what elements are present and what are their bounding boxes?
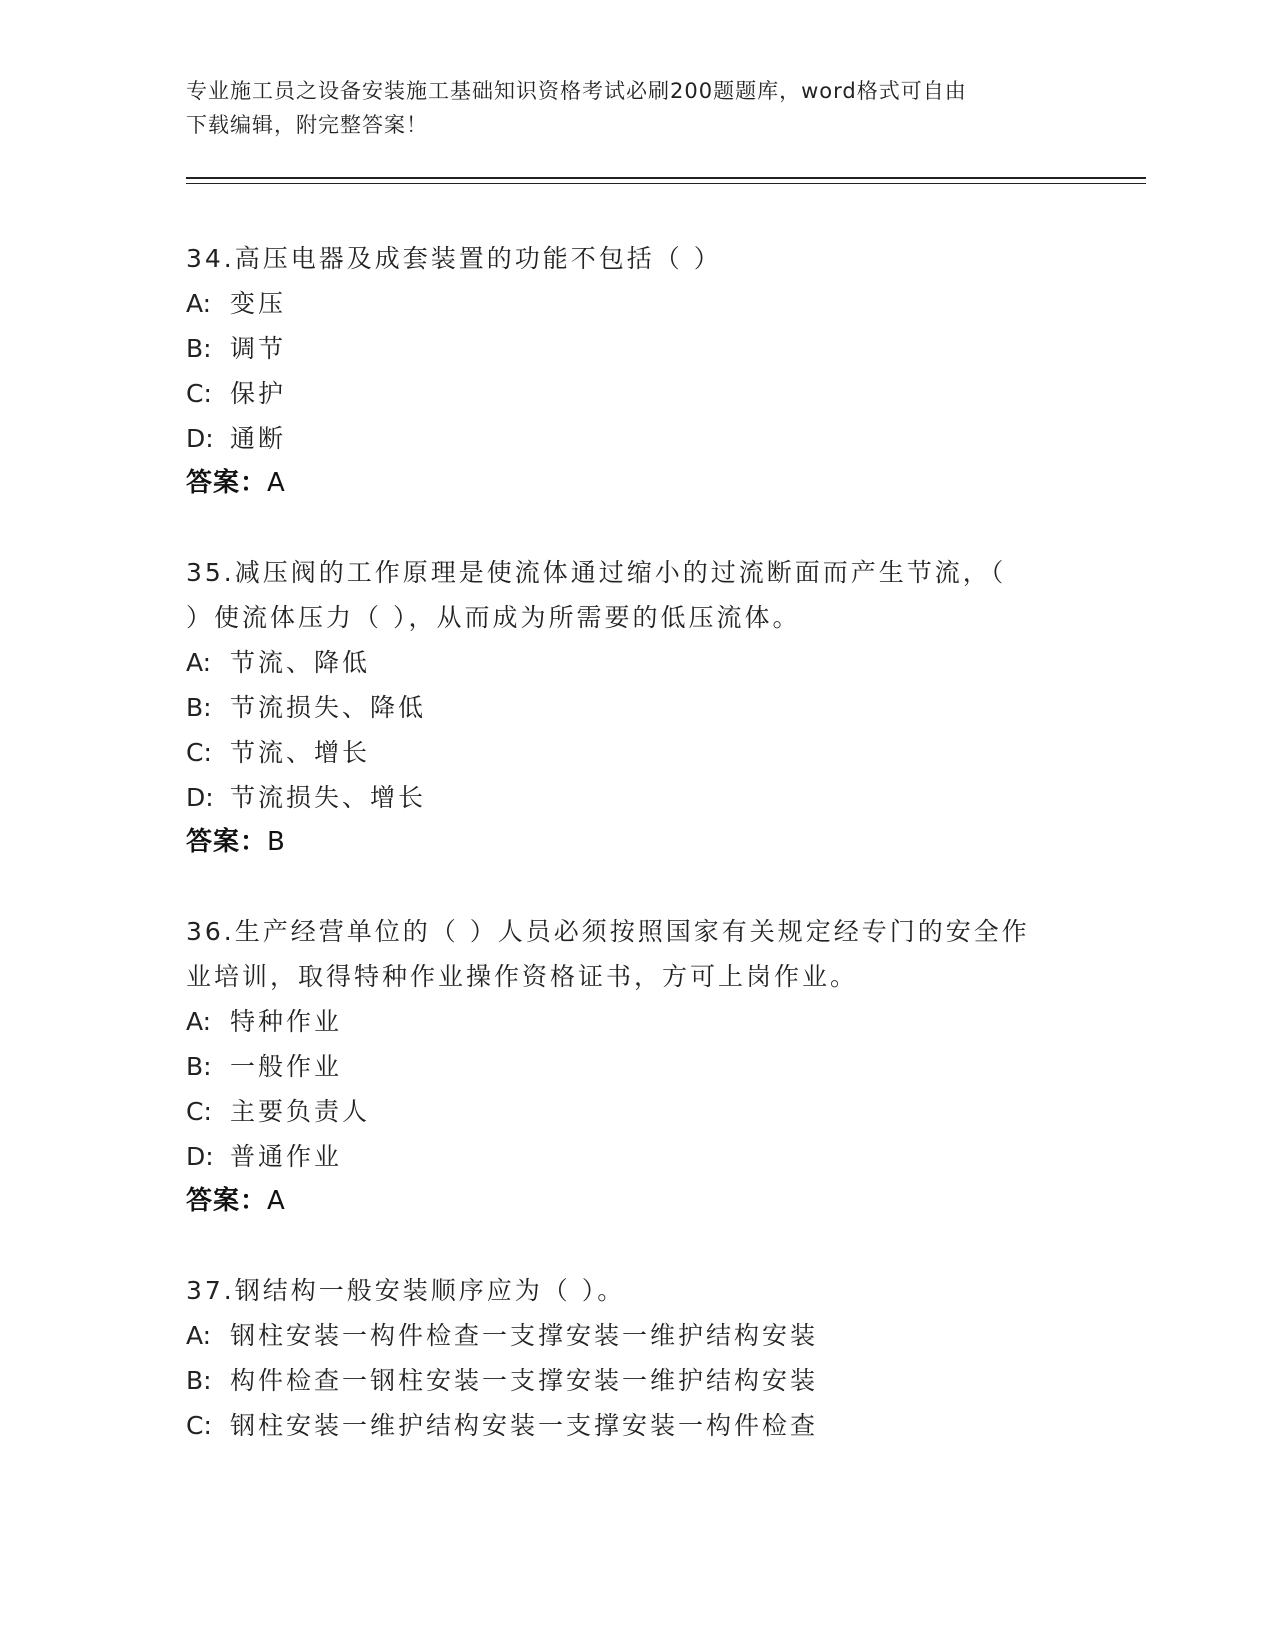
option-letter: A: [186,289,212,318]
header-title-line-1: 专业施工员之设备安装施工基础知识资格考试必刷200题题库，word格式可自由 [186,79,967,103]
option-letter: A: [186,648,212,677]
option-letter: C: [186,379,212,408]
option-letter: A: [186,1007,212,1036]
option-text: 保护 [230,379,287,408]
option-text: 节流损失、增长 [230,783,427,812]
option-a [186,640,1086,685]
header-divider-thick [186,177,1146,179]
option-b [186,1358,1086,1403]
question-text: 36.生产经营单位的（ ）人员必须按照国家有关规定经专门的安全作 [186,917,1030,946]
option-letter: B: [186,1052,212,1081]
answer [186,1179,1086,1224]
option-a [186,999,1086,1044]
option-text: 调节 [230,334,287,363]
question-text: 37.钢结构一般安装顺序应为（ ）。 [186,1276,626,1305]
question-list [186,236,1086,1492]
option-b [186,1044,1086,1089]
question-text: 35.减压阀的工作原理是使流体通过缩小的过流断面而产生节流，（ [186,558,1007,587]
option-text: 一般作业 [230,1052,343,1081]
option-text: 节流损失、降低 [230,693,427,722]
option-a [186,281,1086,326]
option-b [186,685,1086,730]
option-text: 钢柱安装一维护结构安装一支撑安装一构件检查 [230,1411,819,1440]
option-letter: B: [186,334,212,363]
option-letter: C: [186,1411,212,1440]
question-35 [186,550,1086,865]
option-text: 构件检查一钢柱安装一支撑安装一维护结构安装 [230,1366,819,1395]
option-d [186,775,1086,820]
option-text: 节流、降低 [230,648,371,677]
answer [186,461,1086,506]
answer-value: B [267,827,286,857]
option-letter: B: [186,1366,212,1395]
header-divider-thin [186,183,1146,184]
option-text: 主要负责人 [230,1097,371,1126]
answer-value: A [267,1186,286,1216]
option-letter: D: [186,783,214,812]
question-text-continued: ）使流体压力（ ），从而成为所需要的低压流体。 [186,603,801,632]
option-text: 变压 [230,289,287,318]
option-c [186,371,1086,416]
option-letter: D: [186,424,214,453]
option-letter: C: [186,1097,212,1126]
answer-label: 答案： [186,468,268,498]
answer-label: 答案： [186,1186,268,1216]
option-text: 通断 [230,424,287,453]
option-c [186,1089,1086,1134]
answer [186,820,1086,865]
question-text: 34.高压电器及成套装置的功能不包括（ ） [186,244,722,273]
option-text: 节流、增长 [230,738,371,767]
option-text: 钢柱安装一构件检查一支撑安装一维护结构安装 [230,1321,819,1350]
option-letter: A: [186,1321,212,1350]
option-d [186,1134,1086,1179]
option-d [186,416,1086,461]
option-letter: D: [186,1142,214,1171]
question-37 [186,1268,1086,1448]
answer-label: 答案： [186,827,268,857]
header-title-line-2: 下载编辑，附完整答案！ [186,113,428,137]
option-b [186,326,1086,371]
question-text-continued: 业培训，取得特种作业操作资格证书，方可上岗作业。 [186,962,859,991]
option-letter: B: [186,693,212,722]
document-header [186,74,1066,142]
option-letter: C: [186,738,212,767]
option-text: 特种作业 [230,1007,343,1036]
answer-value: A [267,468,286,498]
question-36 [186,909,1086,1224]
option-text: 普通作业 [230,1142,343,1171]
option-c [186,1403,1086,1448]
option-a [186,1313,1086,1358]
question-34 [186,236,1086,506]
option-c [186,730,1086,775]
